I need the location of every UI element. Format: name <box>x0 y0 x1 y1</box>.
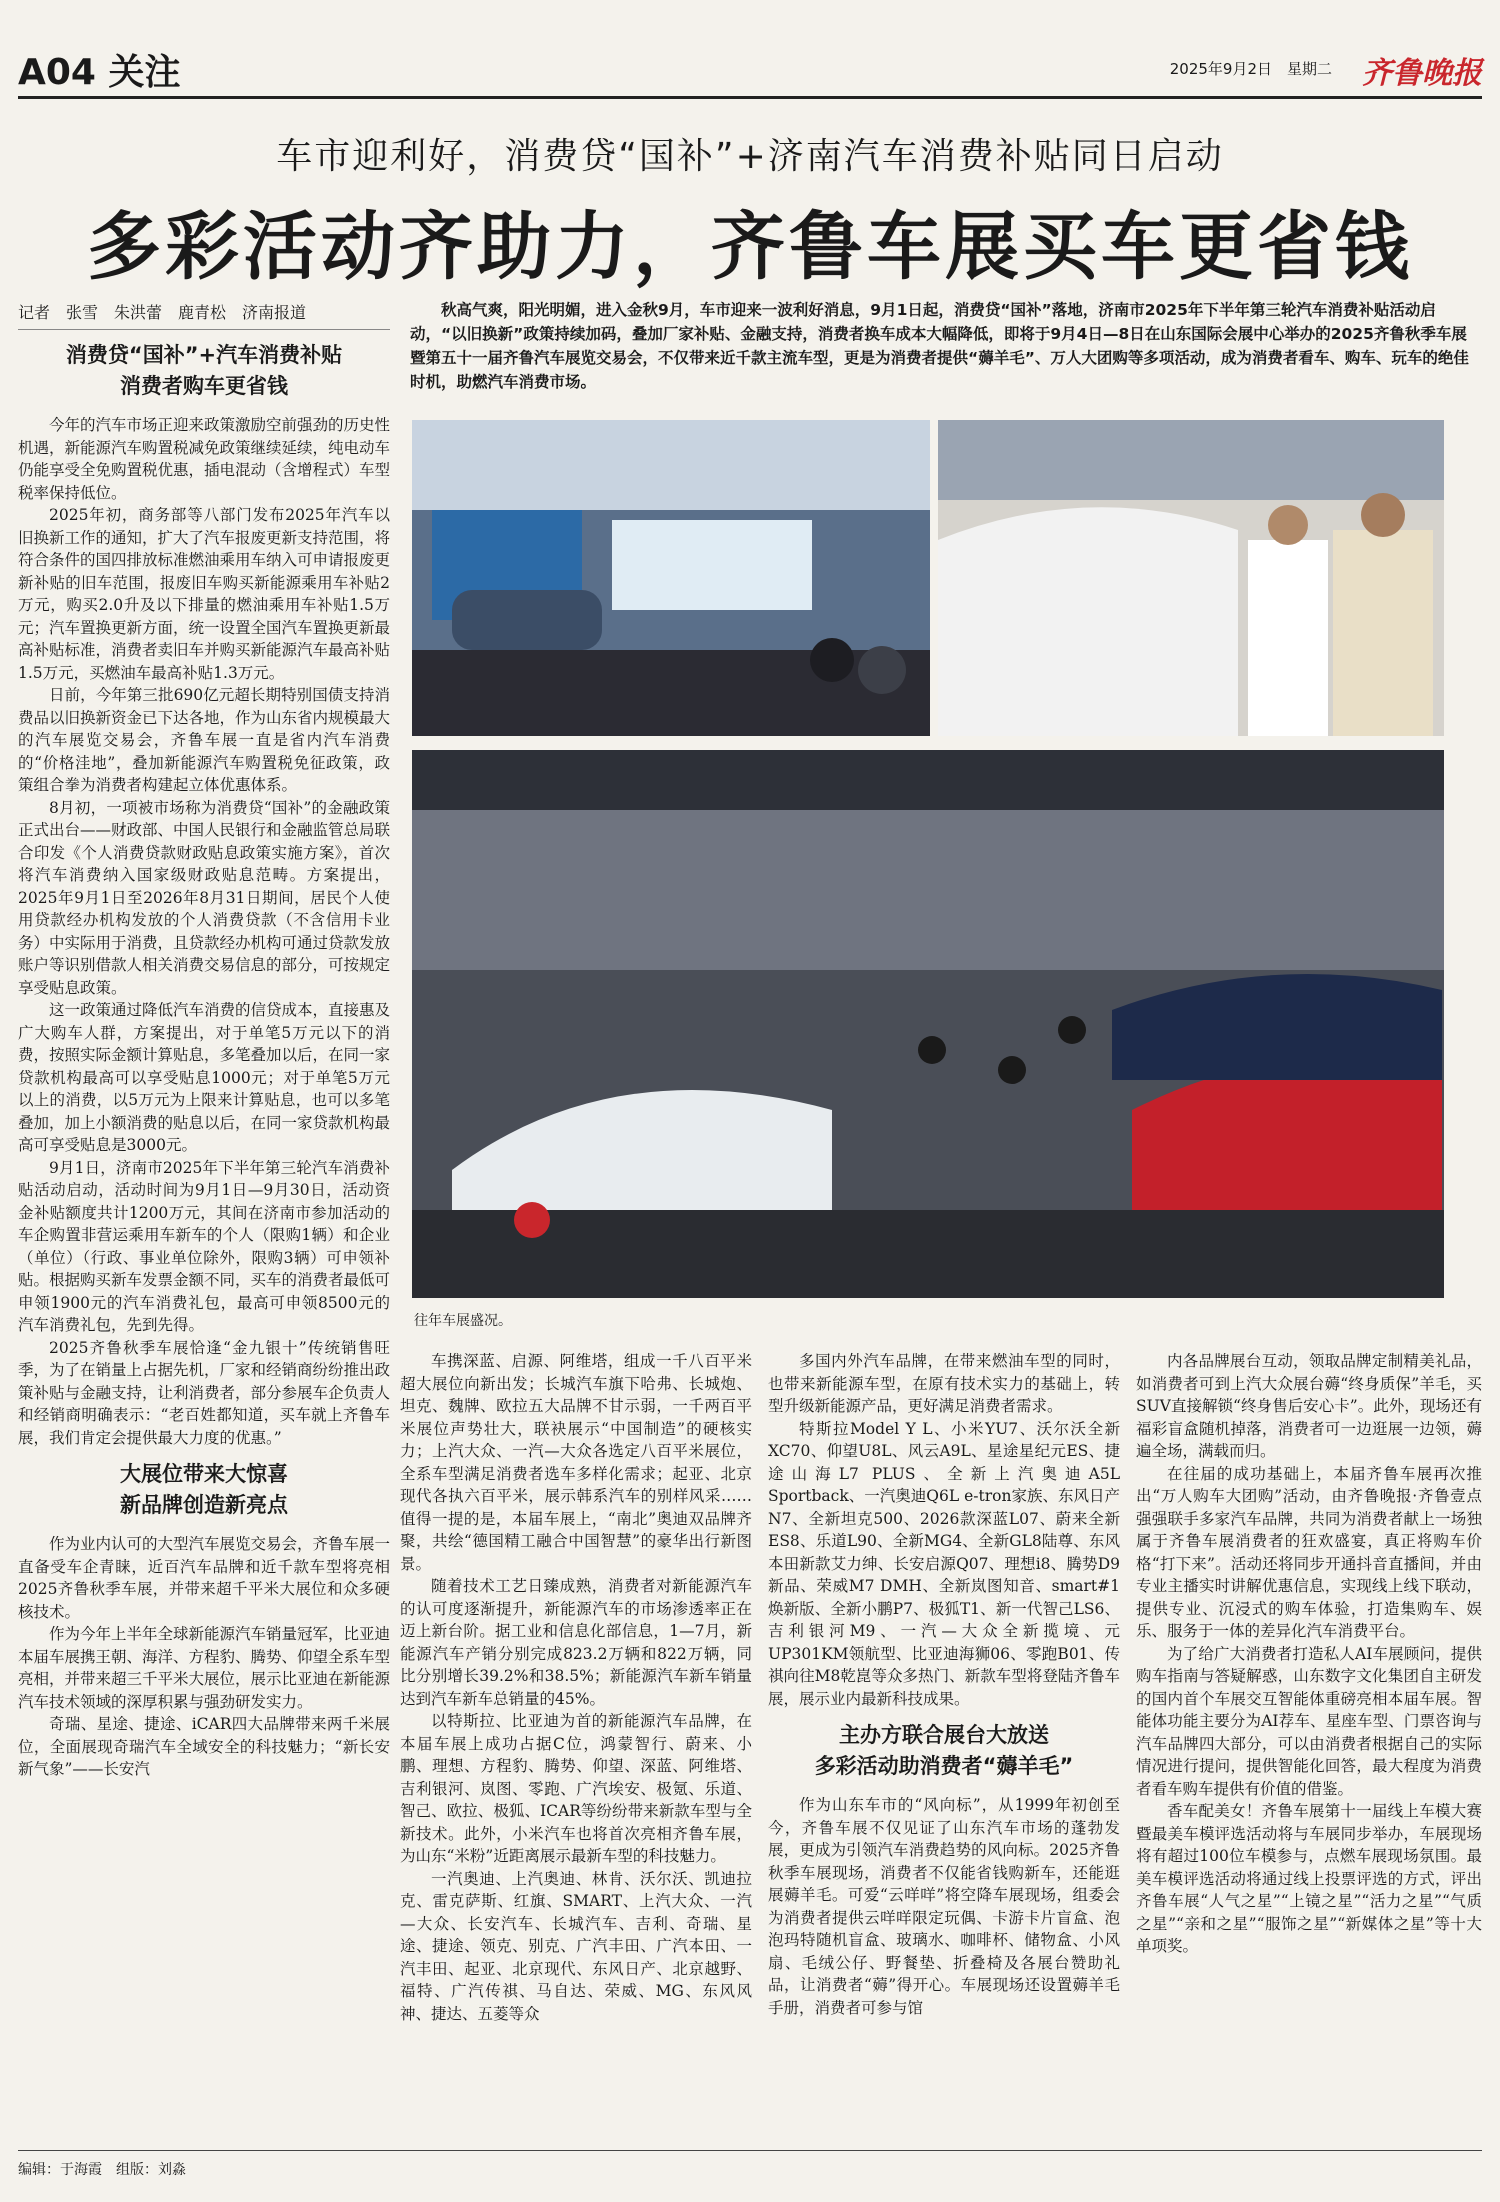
paragraph: 9月1日，济南市2025年下半年第三轮汽车消费补贴活动启动，活动时间为9月1日—9月30日，活动资金补贴额度共计1200万元，其间在济南市参加活动的车企购置非营运乘用车新车的个人（限购1辆）和企业（单位）（行政、事业单位除外，限购3辆）可申领补贴。根据购买新车发票金额不同，买车的消费者最低可申领1900元的汽车消费礼包，最高可申领8500元的汽车消费礼包，先到先得。 <box>18 1158 390 1334</box>
photo-crowded-exhibition-hall <box>412 750 1444 1298</box>
paragraph: 随着技术工艺日臻成熟，消费者对新能源汽车的认可度逐渐提升，新能源汽车的市场渗透率正在迈上新台阶。据工业和信息化部信息，1—7月，新能源汽车产销分别完成823.2万辆和822万辆，同比分别增长39.2%和38.5%；新能源汽车新车销量达到汽车新车总销量的45%。 <box>400 1577 752 1708</box>
lead-paragraph: 秋高气爽，阳光明媚，进入金秋9月，车市迎来一波利好消息，9月1日起，消费贷“国补”落地，济南市2025年下半年第三轮汽车消费补贴活动启动，“以旧换新”政策持续加码，叠加厂家补贴、金融支持，消费者换车成本大幅降低，即将于9月4日—8日在山东国际会展中心举办的2025齐鲁秋季车展暨第五十一届齐鲁汽车展览交易会，不仅带来近千款主流车型，更是为消费者提供“薅羊毛”、万人大团购等多项活动，成为消费者看车、购车、玩车的绝佳时机，助燃汽车消费市场。 <box>410 301 1469 391</box>
article-column-3 <box>768 1350 1120 2142</box>
section-1-body <box>18 414 390 1449</box>
paragraph: 多国内外汽车品牌，在带来燃油车型的同时，也带来新能源车型，在原有技术实力的基础上，转型升级新能源产品，更好满足消费者需求。 <box>768 1352 1120 1415</box>
paragraph: 奇瑞、星途、捷途、iCAR四大品牌带来两千米展位，全面展现奇瑞汽车全域安全的科技魅力；“新长安新气象”——长安汽 <box>18 1715 390 1778</box>
masthead <box>18 44 1482 99</box>
paragraph: 作为今年上半年全球新能源汽车销量冠军，比亚迪本届车展携王朝、海洋、方程豹、腾势、仰望全系车型亮相，并带来超三千平米大展位，展示比亚迪在新能源汽车技术领域的深厚积累与强劲研发实力。 <box>18 1625 390 1711</box>
paragraph: 8月初，一项被市场称为消费贷“国补”的金融政策正式出台——财政部、中国人民银行和金融监管总局联合印发《个人消费贷款财政贴息政策实施方案》，首次将汽车消费纳入国家级财政贴息范畴。方案提出，2025年9月1日至2026年8月31日期间，居民个人使用贷款经办机构发放的个人消费贷款（不含信用卡业务）中实际用于消费，且贷款经办机构可通过贷款发放账户等识别借款人相关消费交易信息的部分，可按规定享受贴息政策。 <box>18 798 390 997</box>
paragraph: 特斯拉Model Y L、小米YU7、沃尔沃全新XC70、仰望U8L、风云A9L、星途星纪元ES、捷途山海L7 PLUS、全新上汽奥迪A5L Sportback、一汽奥迪Q6L e-tron家族、东风日产N7、全新坦克500、2026款深蓝L07、蔚来全新ES8、乐道L90、全新MG4、全新GL8陆尊、东风本田新款艾力绅、长安启源Q07、理想i8、腾势D9新品、荣威M7 DMH、全新岚图知音、smart#1焕新版、全新小鹏P7、极狐T1、新一代智己LS6、吉利银河M9、一汽—大众全新揽境、元UP301KM领航型、比亚迪海狮06、零跑B01、传祺向往M8乾崑等众多热门、新款车型将登陆齐鲁车展，展示业内最新科技成果。 <box>768 1419 1120 1708</box>
section-title-3: 主办方联合展台大放送 多彩活动助消费者“薅羊毛” <box>814 1723 1074 1778</box>
paragraph: 2025年初，商务部等八部门发布2025年汽车以旧换新工作的通知，扩大了汽车报废更新支持范围，将符合条件的国四排放标准燃油乘用车纳入可申请报废更新补贴的旧车范围，报废旧车购买新能源乘用车补贴2万元，购买2.0升及以下排量的燃油乘用车补贴1.5万元；汽车置换更新方面，统一设置全国汽车置换更新最高补贴标准，消费者卖旧车并购买新能源汽车最高补贴1.5万元，买燃油车最高补贴1.3万元。 <box>18 506 390 682</box>
paragraph: 2025齐鲁秋季车展恰逢“金九银十”传统销售旺季，为了在销量上占据先机，厂家和经销商纷纷推出政策补贴与金融支持，让利消费者，部分参展车企负责人和经销商明确表示：“老百姓都知道，买车就上齐鲁车展，我们肯定会提供最大力度的优惠。” <box>18 1338 390 1447</box>
article-column-1 <box>18 330 390 2142</box>
headline: 多彩活动齐助力，齐鲁车展买车更省钱 <box>87 204 1413 290</box>
paragraph: 这一政策通过降低汽车消费的信贷成本，直接惠及广大购车人群，方案提出，对于单笔5万元以下的消费，按照实际金额计算贴息，多笔叠加以后，在同一家贷款机构最高可以享受贴息1000元；对于单笔5万元以上的消费，以5万元为上限来计算贴息，也可以多笔叠加，加上小额消费的贴息以后，在同一家贷款机构最高可享受贴息是3000元。 <box>18 1001 390 1154</box>
paragraph: 香车配美女！齐鲁车展第十一届线上车模大赛暨最美车模评选活动将与车展同步举办，车展现场将有超过100位车模参与，点燃车展现场氛围。最美车模评选活动将通过线上投票评选的方式，评出齐鲁车展“人气之星”“上镜之星”“活力之星”“气质之星”“亲和之星”“服饰之星”“新媒体之星”等十大单项奖。 <box>1136 1802 1482 1955</box>
photo-caption: 往年车展盛况。 <box>414 1313 512 1329</box>
paragraph: 为了给广大消费者打造私人AI车展顾问，提供购车指南与答疑解惑，山东数字文化集团自主研发的国内首个车展交互智能体重磅亮相本届车展。智能体功能主要分为AI荐车、星座车型、门票咨询与汽车品牌四大部分，可以由消费者根据自己的实际情况进行提问，提供智能化回答，最大程度为消费者看车购车提供有价值的借鉴。 <box>1136 1644 1482 1798</box>
paragraph: 作为山东车市的“风向标”，从1999年初创至今，齐鲁车展不仅见证了山东汽车市场的蓬勃发展，更成为引领汽车消费趋势的风向标。2025齐鲁秋季车展现场，消费者不仅能省钱购新车，还能逛展薅羊毛。可爱“云咩咩”将空降车展现场，组委会为消费者提供云咩咩限定玩偶、卡游卡片盲盒、泡泡玛特随机盲盒、玻璃水、咖啡杯、储物盒、小风扇、毛绒公仔、野餐垫、折叠椅及各展台赞助礼品，让消费者“薅”得开心。车展现场还设置薅羊毛手册，消费者可参与馆 <box>768 1796 1120 2017</box>
photo-auto-show-booth <box>412 420 930 736</box>
paragraph: 车携深蓝、启源、阿维塔，组成一千八百平米超大展位向新出发；长城汽车旗下哈弗、长城炮、坦克、魏牌、欧拉五大品牌不甘示弱，一千两百平米展位声势壮大，联袂展示“中国制造”的硬核实力；上汽大众、一汽—大众各选定八百平米展位，全系车型满足消费者选车多样化需求；起亚、北京现代各执六百平米，展示韩系汽车的别样风采……值得一提的是，本届车展上，“南北”奥迪双品牌齐聚，共绘“德国精工融合中国智慧”的豪华出行新图景。 <box>400 1352 752 1573</box>
paragraph: 作为业内认可的大型汽车展览交易会，齐鲁车展一直备受车企青睐，近百汽车品牌和近千款车型将亮相2025齐鲁秋季车展，并带来超千平米大展位和众多硬核技术。 <box>18 1535 390 1621</box>
photo-visitors-inspecting-car <box>938 420 1444 736</box>
section-title-2: 大展位带来大惊喜 新品牌创造新亮点 <box>120 1462 288 1517</box>
newspaper-logo: 齐鲁晚报 <box>1362 56 1482 91</box>
paragraph: 日前，今年第三批690亿元超长期特别国债支持消费品以旧换新资金已下达各地，作为山东省内规模最大的汽车展览交易会，齐鲁车展一直是省内汽车消费的“价格洼地”，叠加新能源汽车购置税免征政策，政策组合拳为消费者构建起立体优惠体系。 <box>18 686 390 794</box>
editor-credits: 编辑：于海霞 组版：刘淼 <box>18 2150 1482 2179</box>
page-label: A04 关注 <box>18 52 181 93</box>
byline: 记者 张雪 朱洪蕾 鹿青松 济南报道 <box>18 300 390 330</box>
article-column-4 <box>1136 1350 1482 2142</box>
paragraph: 内各品牌展台互动，领取品牌定制精美礼品，如消费者可到上汽大众展台薅“终身质保”羊毛，买SUV直接解锁“终身售后安心卡”。此外，现场还有福彩盲盒随机掉落，消费者可一边逛展一边领，薅遍全场，满载而归。 <box>1136 1352 1482 1460</box>
issue-date: 2025年9月2日 星期二 <box>1169 60 1332 78</box>
paragraph: 在往届的成功基础上，本届齐鲁车展再次推出“万人购车大团购”活动，由齐鲁晚报·齐鲁壹点强强联手多家汽车品牌，共同为消费者献上一场独属于齐鲁车展消费者的狂欢盛宴，真正将购车价格“打下来”。活动还将同步开通抖音直播间，并由专业主播实时讲解优惠信息，实现线上线下联动，提供专业、沉浸式的购车体验，打造集购车、娱乐、服务于一体的差异化汽车消费平台。 <box>1136 1464 1482 1640</box>
subheadline: 车市迎利好，消费贷“国补”+济南汽车消费补贴同日启动 <box>276 136 1224 177</box>
paragraph: 一汽奥迪、上汽奥迪、林肯、沃尔沃、凯迪拉克、雷克萨斯、红旗、SMART、上汽大众、一汽—大众、长安汽车、长城汽车、吉利、奇瑞、星途、捷途、领克、别克、广汽丰田、广汽本田、一汽丰田、起亚、北京现代、东风日产、北京越野、福特、广汽传祺、马自达、荣威、MG、东风风神、捷达、五菱等众 <box>400 1869 752 2023</box>
paragraph: 今年的汽车市场正迎来政策激励空前强劲的历史性机遇，新能源汽车购置税减免政策继续延续，纯电动车仍能享受全免购置税优惠，插电混动（含增程式）车型税率保持低位。 <box>18 416 390 502</box>
section-title-1: 消费贷“国补”+汽车消费补贴 消费者购车更省钱 <box>65 343 343 398</box>
section-2-body <box>18 1533 390 1781</box>
paragraph: 以特斯拉、比亚迪为首的新能源汽车品牌，在本届车展上成功占据C位，鸿蒙智行、蔚来、小鹏、理想、方程豹、腾势、仰望、深蓝、阿维塔、吉利银河、岚图、零跑、广汽埃安、极氪、乐道、智己、欧拉、极狐、ICAR等纷纷带来新款车型与全新技术。此外，小米汽车也将首次亮相齐鲁车展，为山东“米粉”近距离展示最新车型的科技魅力。 <box>400 1712 752 1865</box>
article-column-2 <box>400 1350 752 2142</box>
